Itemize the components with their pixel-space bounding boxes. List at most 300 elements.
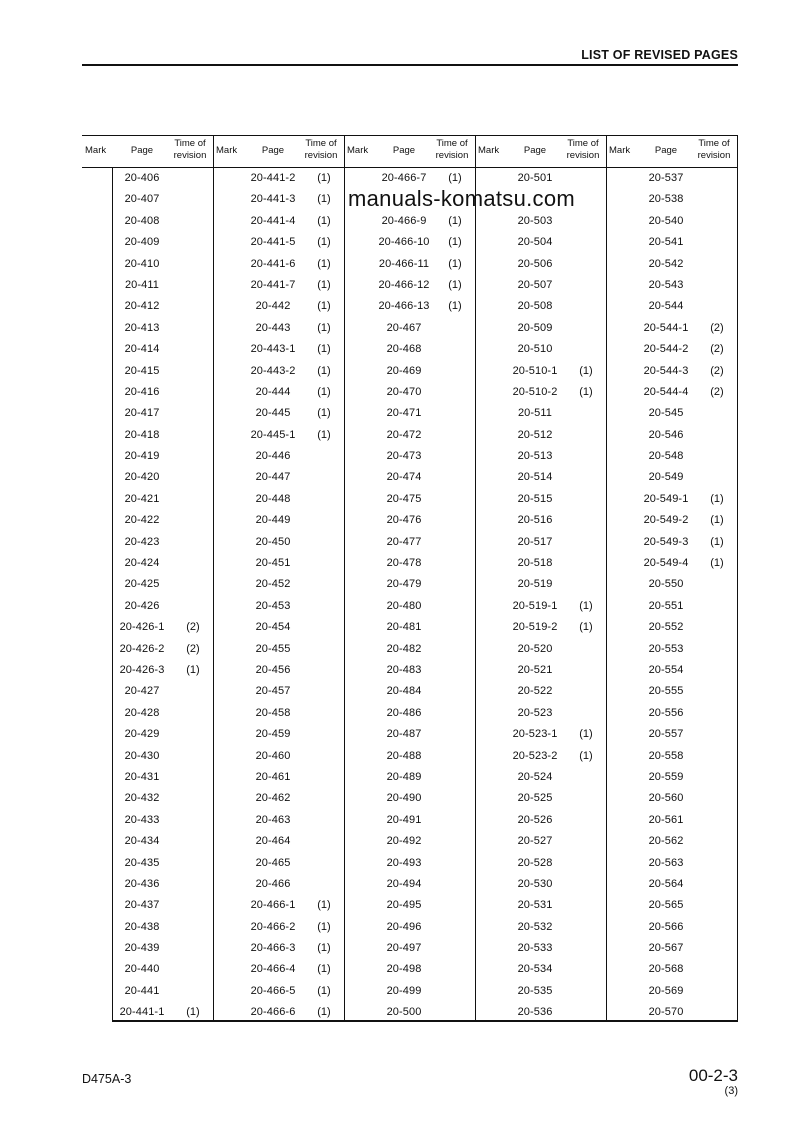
page-cell: 20-544-3: [643, 364, 689, 377]
revision-cell: (1): [317, 257, 331, 270]
table-row: [213, 810, 344, 831]
page-cell: 20-544-1: [643, 321, 689, 334]
page-cell: 20-534: [517, 963, 553, 976]
table-row: [213, 232, 344, 253]
table-row: [344, 681, 475, 702]
page-cell: 20-478: [386, 557, 422, 570]
page-cell: 20-466-12: [378, 278, 430, 291]
page-cell: 20-510-2: [512, 385, 558, 398]
table-row: [606, 296, 737, 317]
table-row: [475, 403, 606, 424]
table-row: [213, 510, 344, 531]
table-row: [82, 917, 213, 938]
page-cell: 20-514: [517, 471, 553, 484]
page-cell: 20-426: [124, 599, 160, 612]
table-row: [475, 788, 606, 809]
page-cell: 20-463: [255, 813, 291, 826]
revision-cell: (1): [317, 321, 331, 334]
table-row: [82, 746, 213, 767]
page-cell: 20-441-1: [119, 1006, 165, 1019]
table-row: [606, 746, 737, 767]
table-row: [82, 254, 213, 275]
table-row: [82, 446, 213, 467]
table-row: [82, 767, 213, 788]
page-cell: 20-471: [386, 407, 422, 420]
page-cell: 20-457: [255, 685, 291, 698]
page-cell: 20-432: [124, 792, 160, 805]
table-row: [344, 938, 475, 959]
page-cell: 20-416: [124, 385, 160, 398]
table-row: [344, 446, 475, 467]
page-cell: 20-523-1: [512, 728, 558, 741]
page-revision: (3): [724, 1085, 738, 1097]
table-row: [344, 895, 475, 916]
table-row: [82, 853, 213, 874]
page-cell: 20-488: [386, 749, 422, 762]
page-cell: 20-500: [386, 1006, 422, 1019]
page-cell: 20-439: [124, 942, 160, 955]
page-cell: 20-549-2: [643, 514, 689, 527]
revision-cell: (1): [579, 749, 593, 762]
table-row: [344, 382, 475, 403]
page-cell: 20-466-6: [250, 1006, 296, 1019]
page-cell: 20-461: [255, 770, 291, 783]
table-row: [82, 681, 213, 702]
table-row: [213, 959, 344, 980]
revision-cell: (2): [186, 621, 200, 634]
page-cell: 20-466-1: [250, 899, 296, 912]
page-cell: 20-558: [648, 749, 684, 762]
revision-cell: (1): [317, 300, 331, 313]
table-row: [606, 574, 737, 595]
page-cell: 20-469: [386, 364, 422, 377]
page-cell: 20-552: [648, 621, 684, 634]
page-cell: 20-429: [124, 728, 160, 741]
revision-cell: (1): [317, 428, 331, 441]
table-row: [82, 211, 213, 232]
table-row: [606, 489, 737, 510]
revision-cell: (2): [710, 343, 724, 356]
table-row: [475, 339, 606, 360]
table-row: [344, 425, 475, 446]
page-cell: 20-561: [648, 813, 684, 826]
table-row: [606, 275, 737, 296]
page-cell: 20-538: [648, 193, 684, 206]
page-header: Page: [130, 145, 154, 156]
page-cell: 20-535: [517, 984, 553, 997]
table-row: [606, 168, 737, 189]
table-row: [475, 703, 606, 724]
table-row: [606, 382, 737, 403]
table-row: [213, 831, 344, 852]
table-row: [344, 510, 475, 531]
table-row: [344, 211, 475, 232]
page-cell: 20-453: [255, 599, 291, 612]
page-cell: 20-524: [517, 770, 553, 783]
table-row: [344, 788, 475, 809]
revision-cell: (1): [317, 407, 331, 420]
revision-cell: (1): [448, 236, 462, 249]
table-row: [475, 660, 606, 681]
page-cell: 20-569: [648, 984, 684, 997]
page-cell: 20-442: [255, 300, 291, 313]
revision-cell: (1): [710, 535, 724, 548]
table-row: [82, 489, 213, 510]
revision-cell: (1): [579, 385, 593, 398]
table-row: [475, 296, 606, 317]
table-row: [213, 981, 344, 1002]
page-cell: 20-536: [517, 1006, 553, 1019]
table-row: [344, 639, 475, 660]
table-row: [213, 168, 344, 189]
page-cell: 20-509: [517, 321, 553, 334]
page-cell: 20-467: [386, 321, 422, 334]
page-cell: 20-503: [517, 214, 553, 227]
table-row: [475, 467, 606, 488]
page-cell: 20-523-2: [512, 749, 558, 762]
table-row: [213, 467, 344, 488]
page-cell: 20-441-5: [250, 236, 296, 249]
page-cell: 20-491: [386, 813, 422, 826]
table-row: [82, 189, 213, 210]
page-cell: 20-510: [517, 343, 553, 356]
page-cell: 20-464: [255, 835, 291, 848]
page-cell: 20-526: [517, 813, 553, 826]
table-row: [82, 403, 213, 424]
header-rule: [82, 64, 738, 66]
table-row: [344, 767, 475, 788]
page-cell: 20-544: [648, 300, 684, 313]
page-cell: 20-452: [255, 578, 291, 591]
page-cell: 20-434: [124, 835, 160, 848]
time-of-revision-header: Time of revision: [173, 138, 207, 161]
page-cell: 20-498: [386, 963, 422, 976]
page-cell: 20-472: [386, 428, 422, 441]
page-cell: 20-466-10: [378, 236, 430, 249]
table-row: [82, 874, 213, 895]
page-cell: 20-407: [124, 193, 160, 206]
page-cell: 20-556: [648, 706, 684, 719]
table-row: [213, 189, 344, 210]
page-cell: 20-413: [124, 321, 160, 334]
page-cell: 20-446: [255, 450, 291, 463]
page-cell: 20-520: [517, 642, 553, 655]
table-row: [606, 660, 737, 681]
table-row: [82, 553, 213, 574]
page-cell: 20-504: [517, 236, 553, 249]
page-cell: 20-562: [648, 835, 684, 848]
table-row: [213, 361, 344, 382]
revision-cell: (1): [317, 385, 331, 398]
table-row: [213, 574, 344, 595]
revision-cell: (1): [186, 663, 200, 676]
page-cell: 20-427: [124, 685, 160, 698]
page-cell: 20-549-1: [643, 492, 689, 505]
page-cell: 20-426-3: [119, 663, 165, 676]
table-row: [213, 275, 344, 296]
table-row: [82, 1002, 213, 1023]
table-row: [606, 810, 737, 831]
page-cell: 20-540: [648, 214, 684, 227]
table-row: [344, 617, 475, 638]
table-row: [475, 510, 606, 531]
table-row: [475, 617, 606, 638]
page-cell: 20-518: [517, 557, 553, 570]
table-row: [82, 703, 213, 724]
page-cell: 20-466-3: [250, 942, 296, 955]
table-row: [606, 254, 737, 275]
table-row: [606, 895, 737, 916]
table-row: [344, 596, 475, 617]
page-cell: 20-506: [517, 257, 553, 270]
revision-cell: (1): [317, 236, 331, 249]
page-cell: 20-441-7: [250, 278, 296, 291]
table-row: [213, 553, 344, 574]
page-cell: 20-519: [517, 578, 553, 591]
page-cell: 20-431: [124, 770, 160, 783]
table-row: [213, 425, 344, 446]
page-cell: 20-519-2: [512, 621, 558, 634]
table-row: [344, 361, 475, 382]
table-row: [344, 703, 475, 724]
table-row: [82, 831, 213, 852]
page-cell: 20-495: [386, 899, 422, 912]
model-code: D475A-3: [82, 1072, 132, 1086]
table-row: [213, 895, 344, 916]
table-row: [475, 810, 606, 831]
table-row: [475, 895, 606, 916]
table-row: [213, 318, 344, 339]
table-row: [475, 596, 606, 617]
page-cell: 20-530: [517, 877, 553, 890]
column-header: [606, 136, 737, 167]
revision-cell: (2): [710, 321, 724, 334]
table-row: [82, 510, 213, 531]
page-cell: 20-441-3: [250, 193, 296, 206]
page-cell: 20-417: [124, 407, 160, 420]
table-row: [344, 318, 475, 339]
page-cell: 20-568: [648, 963, 684, 976]
page-cell: 20-430: [124, 749, 160, 762]
column-group: [475, 136, 606, 1020]
page-cell: 20-565: [648, 899, 684, 912]
page-cell: 20-443-2: [250, 364, 296, 377]
table-row: [475, 318, 606, 339]
table-row: [82, 660, 213, 681]
revision-cell: (1): [448, 300, 462, 313]
column-header: [344, 136, 475, 167]
table-row: [475, 874, 606, 895]
table-row: [606, 938, 737, 959]
page-cell: 20-454: [255, 621, 291, 634]
table-row: [606, 232, 737, 253]
page-cell: 20-481: [386, 621, 422, 634]
revision-cell: (1): [317, 278, 331, 291]
page-cell: 20-494: [386, 877, 422, 890]
table-row: [82, 938, 213, 959]
table-row: [475, 446, 606, 467]
revision-cell: (2): [710, 364, 724, 377]
page-title: LIST OF REVISED PAGES: [581, 48, 738, 62]
page-cell: 20-559: [648, 770, 684, 783]
page-cell: 20-548: [648, 450, 684, 463]
table-row: [606, 917, 737, 938]
table-row: [475, 425, 606, 446]
page-cell: 20-428: [124, 706, 160, 719]
table-row: [213, 639, 344, 660]
page-cell: 20-560: [648, 792, 684, 805]
revision-cell: (1): [710, 514, 724, 527]
table-row: [606, 959, 737, 980]
page-cell: 20-466-4: [250, 963, 296, 976]
table-row: [82, 425, 213, 446]
page-cell: 20-545: [648, 407, 684, 420]
table-row: [344, 959, 475, 980]
page-cell: 20-445-1: [250, 428, 296, 441]
table-row: [344, 339, 475, 360]
revision-cell: (1): [317, 942, 331, 955]
page-cell: 20-570: [648, 1006, 684, 1019]
table-row: [606, 788, 737, 809]
page-cell: 20-458: [255, 706, 291, 719]
page-cell: 20-482: [386, 642, 422, 655]
page-cell: 20-532: [517, 920, 553, 933]
page-cell: 20-466-5: [250, 984, 296, 997]
revision-cell: (1): [317, 364, 331, 377]
page-cell: 20-466-13: [378, 300, 430, 313]
revision-cell: (1): [317, 172, 331, 184]
table-row: [213, 446, 344, 467]
page-cell: 20-490: [386, 792, 422, 805]
table-row: [82, 810, 213, 831]
page-cell: 20-543: [648, 278, 684, 291]
table-row: [475, 831, 606, 852]
page-cell: 20-522: [517, 685, 553, 698]
page-cell: 20-564: [648, 877, 684, 890]
table-row: [475, 767, 606, 788]
table-row: [606, 189, 737, 210]
table-row: [606, 724, 737, 745]
page-cell: 20-549-3: [643, 535, 689, 548]
table-row: [475, 639, 606, 660]
column-header: [82, 136, 213, 167]
page-cell: 20-554: [648, 663, 684, 676]
table-row: [82, 788, 213, 809]
table-row: [213, 874, 344, 895]
page-cell: 20-533: [517, 942, 553, 955]
table-row: [344, 553, 475, 574]
table-row: [475, 553, 606, 574]
column-group: [82, 136, 213, 1020]
page-cell: 20-496: [386, 920, 422, 933]
table-row: [82, 467, 213, 488]
table-row: [82, 639, 213, 660]
page-cell: 20-441-6: [250, 257, 296, 270]
page-cell: 20-451: [255, 557, 291, 570]
column-header: [213, 136, 344, 167]
page-cell: 20-486: [386, 706, 422, 719]
page-cell: 20-419: [124, 450, 160, 463]
page-cell: 20-550: [648, 578, 684, 591]
revision-cell: (2): [186, 642, 200, 655]
page-cell: 20-412: [124, 300, 160, 313]
page-cell: 20-436: [124, 877, 160, 890]
page-cell: 20-435: [124, 856, 160, 869]
table-row: [475, 981, 606, 1002]
table-row: [344, 403, 475, 424]
page-cell: 20-426-2: [119, 642, 165, 655]
page-cell: 20-477: [386, 535, 422, 548]
page-cell: 20-473: [386, 450, 422, 463]
mark-header: Mark: [609, 145, 631, 156]
table-row: [82, 382, 213, 403]
table-row: [606, 703, 737, 724]
page-cell: 20-422: [124, 514, 160, 527]
table-row: [475, 275, 606, 296]
revision-cell: (1): [317, 899, 331, 912]
table-row: [344, 831, 475, 852]
table-row: [475, 574, 606, 595]
page-cell: 20-511: [517, 407, 553, 420]
page-cell: 20-525: [517, 792, 553, 805]
column-group: [344, 136, 475, 1020]
page-cell: 20-409: [124, 236, 160, 249]
page-cell: 20-406: [124, 172, 160, 184]
page-cell: 20-433: [124, 813, 160, 826]
table-row: [475, 1002, 606, 1023]
page-cell: 20-531: [517, 899, 553, 912]
table-row: [213, 532, 344, 553]
page-cell: 20-410: [124, 257, 160, 270]
page-cell: 20-462: [255, 792, 291, 805]
table-row: [213, 382, 344, 403]
page-cell: 20-507: [517, 278, 553, 291]
page-cell: 20-546: [648, 428, 684, 441]
table-row: [606, 532, 737, 553]
table-row: [606, 361, 737, 382]
page-cell: 20-424: [124, 557, 160, 570]
page-cell: 20-468: [386, 343, 422, 356]
page-cell: 20-441: [124, 984, 160, 997]
table-row: [82, 981, 213, 1002]
page-header: Page: [523, 145, 547, 156]
page-cell: 20-517: [517, 535, 553, 548]
page-cell: 20-553: [648, 642, 684, 655]
page-cell: 20-557: [648, 728, 684, 741]
table-row: [475, 382, 606, 403]
page-cell: 20-460: [255, 749, 291, 762]
page-cell: 20-474: [386, 471, 422, 484]
page-cell: 20-521: [517, 663, 553, 676]
revision-cell: (1): [579, 728, 593, 741]
time-of-revision-header: Time of revision: [304, 138, 338, 161]
page-cell: 20-501: [517, 172, 553, 184]
table-row: [606, 446, 737, 467]
revision-cell: (1): [317, 920, 331, 933]
revision-cell: (1): [317, 343, 331, 356]
table-row: [213, 746, 344, 767]
watermark: manuals-komatsu.com: [348, 186, 575, 211]
table-row: [606, 981, 737, 1002]
table-row: [82, 895, 213, 916]
page-cell: 20-443: [255, 321, 291, 334]
page-cell: 20-447: [255, 471, 291, 484]
page-cell: 20-489: [386, 770, 422, 783]
page-cell: 20-425: [124, 578, 160, 591]
page-cell: 20-443-1: [250, 343, 296, 356]
table-row: [213, 681, 344, 702]
table-row: [82, 724, 213, 745]
